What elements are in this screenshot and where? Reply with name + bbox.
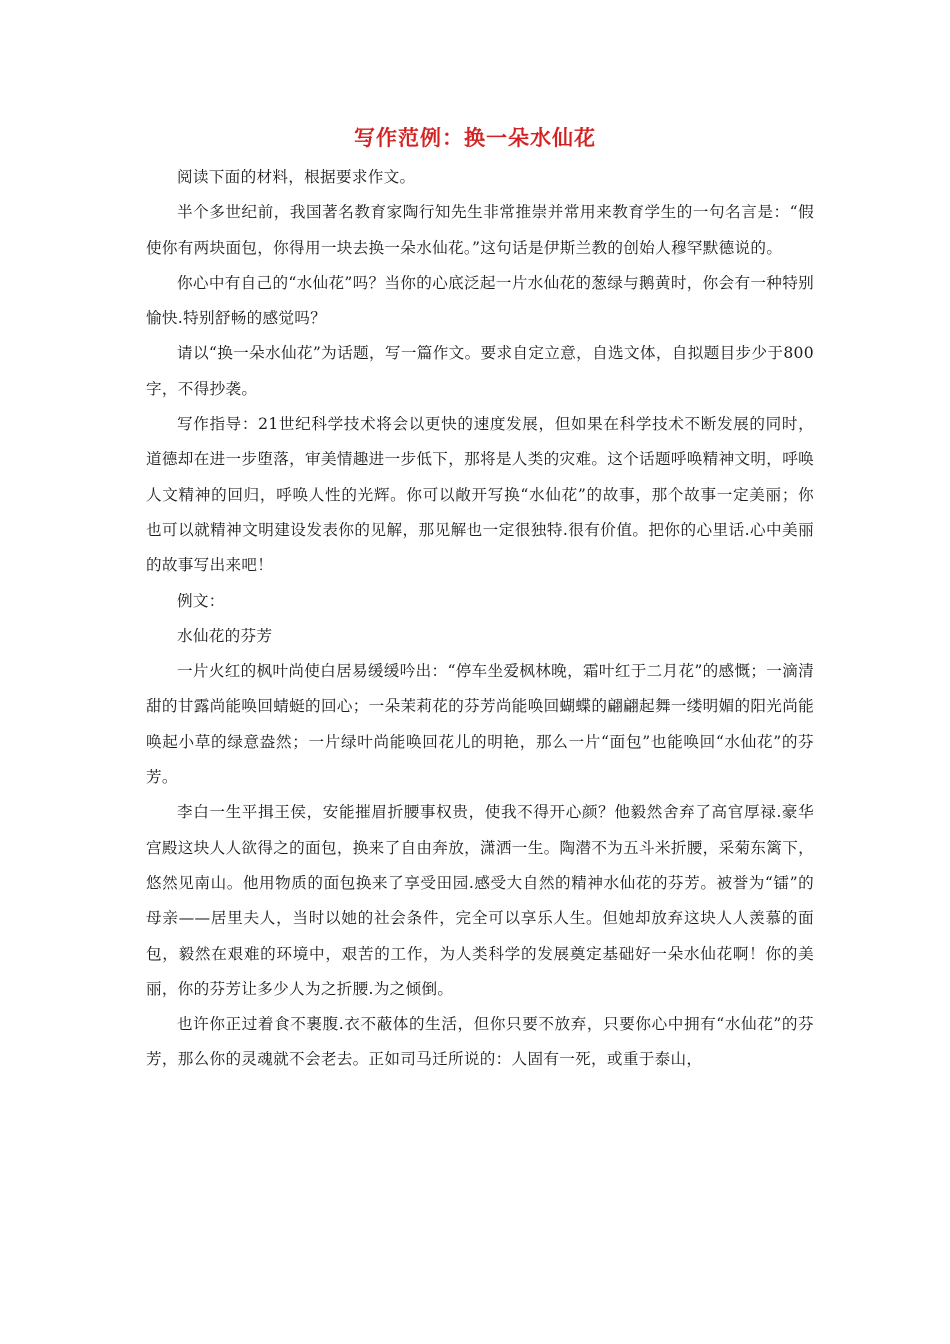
paragraph: 半个多世纪前，我国著名教育家陶行知先生非常推崇并常用来教育学生的一句名言是：“假使你有两块面包，你得用一块去换一朵水仙花。”这句话是伊斯兰教的创始人穆罕默德说的。 (146, 203, 814, 257)
paragraph: 你心中有自己的“水仙花”吗？当你的心底泛起一片水仙花的葱绿与鹅黄时，你会有一种特别愉快.特别舒畅的感觉吗？ (146, 273, 814, 328)
document-title: 写作范例：换一朵水仙花 (354, 126, 596, 150)
paragraph: 李白一生平揖王侯，安能摧眉折腰事权贵，使我不得开心颜？他毅然舍弃了高官厚禄.豪华宫殿这块人人欲得之的面包，换来了自由奔放，潇洒一生。陶潜不为五斗米折腰，采菊东篱下，悠然见南山。他用物质的面包换来了享受田园.感受大自然的精神水仙花的芬芳。被誉为“镭”的母亲——居里夫人，当时以她的社会条件，完全可以享乐人生。但她却放弃这块人人羡慕的面包，毅然在艰难的环境中，艰苦的工作，为人类科学的发展奠定基础好一朵水仙花啊！你的美丽，你的芬芳让多少人为之折腰.为之倾倒。 (146, 803, 814, 998)
paragraph: 也许你正过着食不裹腹.衣不蔽体的生活，但你只要不放弃，只要你心中拥有“水仙花”的芬芳，那么你的灵魂就不会老去。正如司马迁所说的：人固有一死，或重于泰山， (146, 1015, 814, 1069)
paragraph: 一片火红的枫叶尚使白居易缓缓吟出：“停车坐爱枫林晚，霜叶红于二月花”的感慨；一滴清甜的甘露尚能唤回蜻蜓的回心；一朵茉莉花的芬芳尚能唤回蝴蝶的翩翩起舞一缕明媚的阳光尚能唤起小草的绿意盎然；一片绿叶尚能唤回花儿的明艳，那么一片“面包”也能唤回“水仙花”的芬芳。 (146, 662, 814, 787)
paragraph: 写作指导：21世纪科学技术将会以更快的速度发展，但如果在科学技术不断发展的同时，道德却在进一步堕落，审美情趣进一步低下，那将是人类的灾难。这个话题呼唤精神文明，呼唤人文精神的回归，呼唤人性的光辉。你可以敞开写换“水仙花”的故事，那个故事一定美丽；你也可以就精神文明建设发表你的见解，那见解也一定很独特.很有价值。把你的心里话.心中美丽的故事写出来吧！ (146, 415, 814, 575)
essay-title: 水仙花的芬芳 (177, 626, 273, 645)
paragraph: 阅读下面的材料，根据要求作文。 (177, 168, 416, 186)
document-body (146, 160, 814, 1078)
paragraph: 例文： (177, 591, 225, 610)
paragraph: 请以“换一朵水仙花”为话题，写一篇作文。要求自定立意，自选文体，自拟题目步少于800字，不得抄袭。 (146, 344, 814, 398)
